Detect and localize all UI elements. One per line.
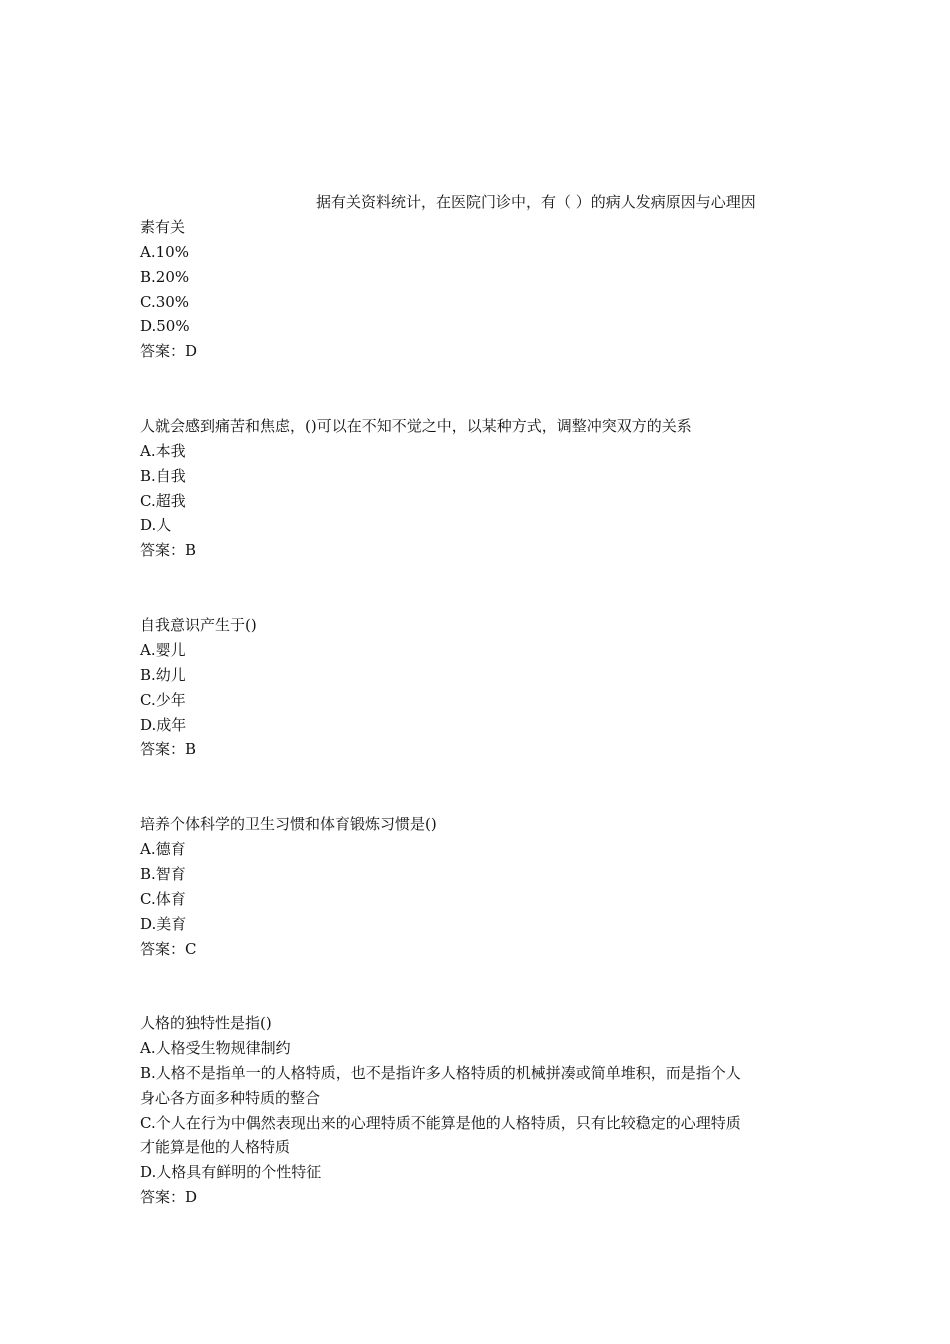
- question-3-answer: 答案：B: [140, 740, 197, 758]
- question-4-answer: 答案：C: [140, 940, 197, 958]
- question-2-answer: 答案：B: [140, 541, 197, 559]
- question-4-option-c: C.体育: [140, 890, 186, 908]
- question-1-stem: 据有关资料统计，在医院门诊中，有（ ）的病人发病原因与心理因: [316, 193, 756, 211]
- question-1-option-a: A.10%: [140, 243, 189, 261]
- question-4-option-d: D.美育: [140, 915, 187, 933]
- question-2-option-a: A.本我: [140, 442, 186, 460]
- question-2-option-c: C.超我: [140, 492, 186, 510]
- question-4-stem: 培养个体科学的卫生习惯和体育锻炼习惯是(): [140, 815, 437, 833]
- question-4-option-b: B.智育: [140, 865, 186, 883]
- question-3-option-c: C.少年: [140, 691, 186, 709]
- question-2-stem: 人就会感到痛苦和焦虑，()可以在不知不觉之中，以某种方式，调整冲突双方的关系: [140, 417, 692, 435]
- question-1-stem-cont: 素有关: [140, 218, 186, 236]
- question-5-option-d: D.人格具有鲜明的个性特征: [140, 1163, 322, 1181]
- question-5-option-a: A.人格受生物规律制约: [140, 1039, 291, 1057]
- question-2-option-d: D.人: [140, 516, 172, 534]
- question-3-option-a: A.婴儿: [140, 641, 186, 659]
- question-5-option-c-cont: 才能算是他的人格特质: [140, 1138, 291, 1156]
- question-1-option-b: B.20%: [140, 268, 190, 286]
- question-4-option-a: A.德育: [140, 840, 186, 858]
- question-5-option-b: B.人格不是指单一的人格特质，也不是指许多人格特质的机械拼凑或简单堆积，而是指个人: [140, 1064, 741, 1082]
- question-1-option-d: D.50%: [140, 317, 190, 335]
- question-1-answer: 答案：D: [140, 342, 198, 360]
- question-5-stem: 人格的独特性是指(): [140, 1014, 272, 1032]
- question-1-option-c: C.30%: [140, 293, 190, 311]
- question-3-option-d: D.成年: [140, 716, 187, 734]
- question-3-option-b: B.幼儿: [140, 666, 186, 684]
- question-3-stem: 自我意识产生于(): [140, 616, 257, 634]
- question-5-answer: 答案：D: [140, 1188, 198, 1206]
- question-5-option-c: C.个人在行为中偶然表现出来的心理特质不能算是他的人格特质，只有比较稳定的心理特质: [140, 1114, 741, 1132]
- question-2-option-b: B.自我: [140, 467, 186, 485]
- question-5-option-b-cont: 身心各方面多种特质的整合: [140, 1089, 321, 1107]
